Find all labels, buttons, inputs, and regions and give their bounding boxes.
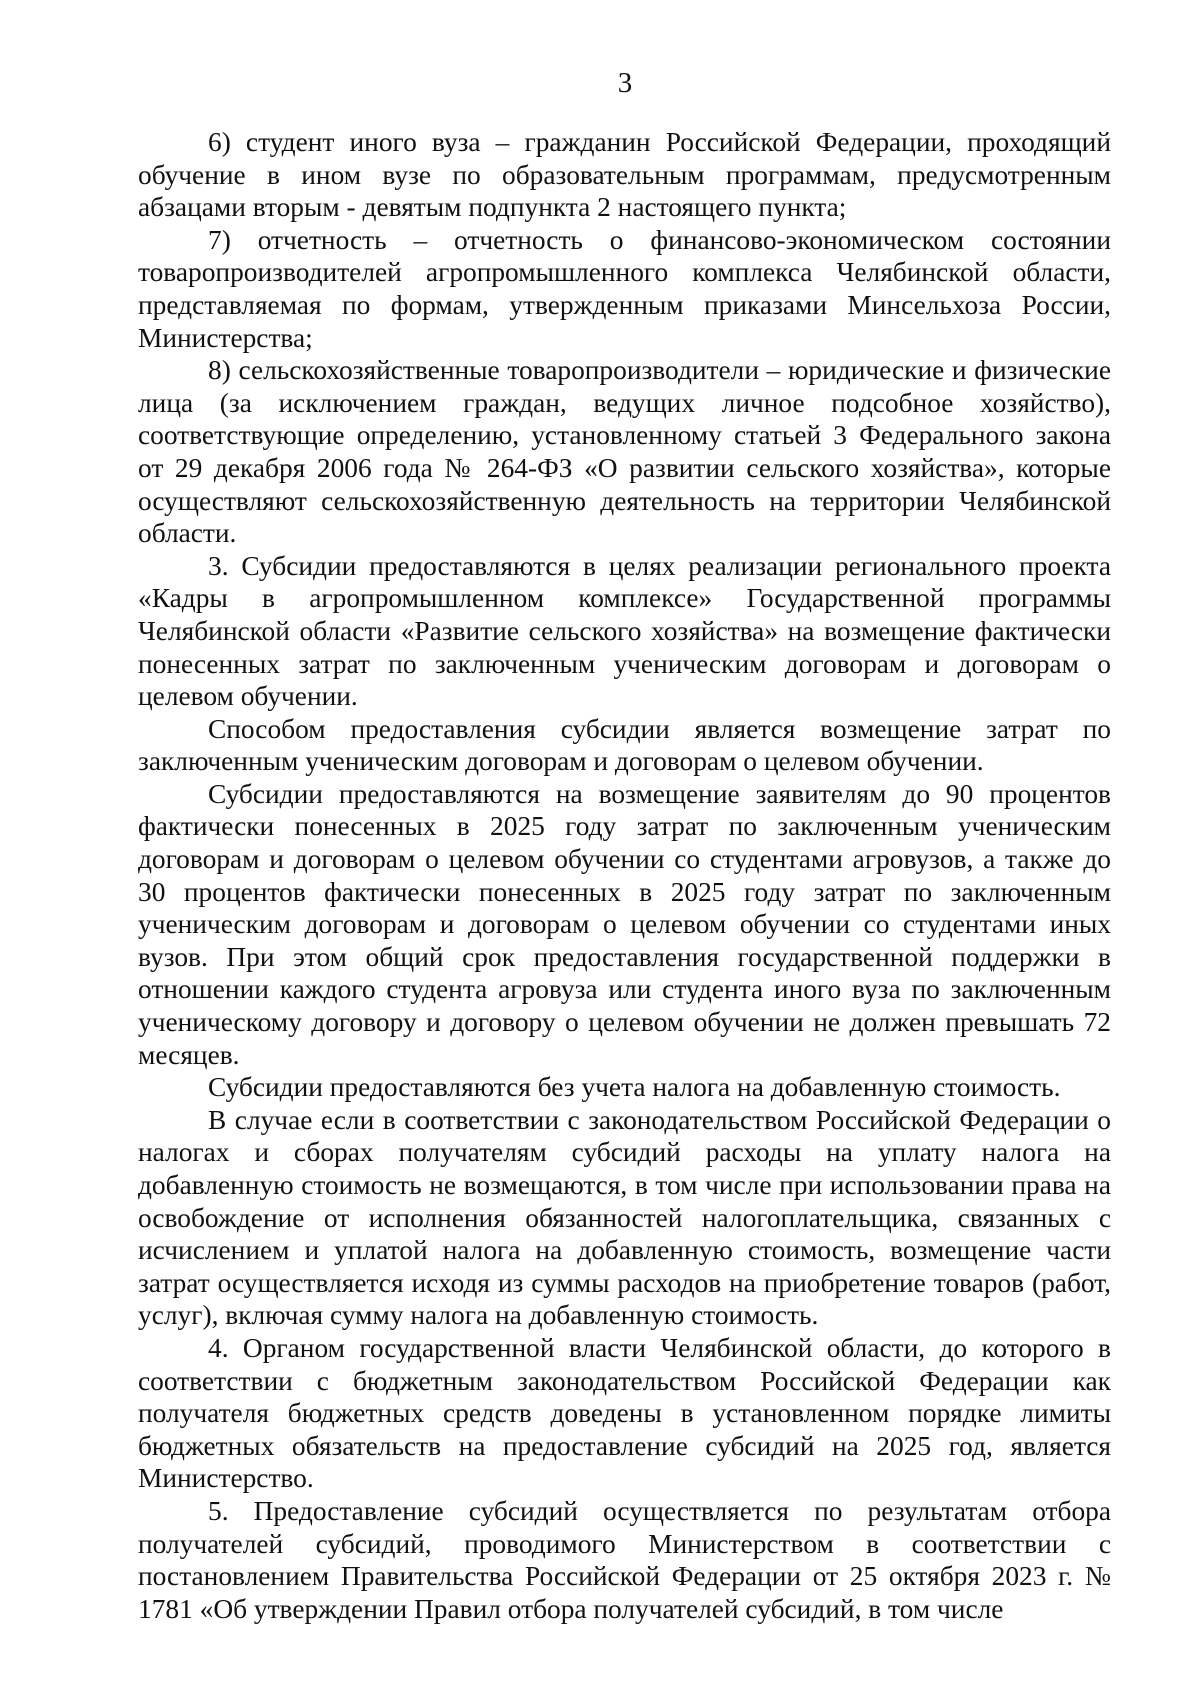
paragraph-item-8: 8) сельскохозяйственные товаропроизводители – юридические и физические лица (за исключением граждан, ведущих личное подсобное хозяйство), соответствующие определению, установленному статьей 3 Федерального закона от 29 декабря 2006 года № 264-ФЗ «О развитии сельского хозяйства», которые осуществляют сельскохозяйственную деятельность на территории Челябинской области.	[138, 355, 1111, 549]
paragraph-section-3: 3. Субсидии предоставляются в целях реализации регионального проекта «Кадры в агропромышленном комплексе» Государственной программы Челябинской области «Развитие сельского хозяйства» на возмещение фактически понесенных затрат по заключенным ученическим договорам и договорам о целевом обучении.	[138, 550, 1111, 712]
paragraph-percentages: Субсидии предоставляются на возмещение заявителям до 90 процентов фактически понесенных в 2025 году затрат по заключенным ученическим договорам и договорам о целевом обучении со студентами агровузов, а также до 30 процентов фактически понесенных в 2025 году затрат по заключенным ученическим договорам и договорам о целевом обучении со студентами иных вузов. При этом общий срок предоставления государственной поддержки в отношении каждого студента агровуза или студента иного вуза по заключенным ученическому договору и договору о целевом обучении не должен превышать 72 месяцев.	[138, 778, 1111, 1070]
paragraph-item-7: 7) отчетность – отчетность о финансово-экономическом состоянии товаропроизводителей агропромышленного комплекса Челябинской области, представляемая по формам, утвержденным приказами Минсельхоза России, Министерства;	[138, 224, 1111, 353]
paragraph-method: Способом предоставления субсидии является возмещение затрат по заключенным ученическим договорам и договорам о целевом обучении.	[138, 713, 1111, 777]
page-number: 3	[617, 67, 633, 99]
paragraph-vat-exclusion: Субсидии предоставляются без учета налога на добавленную стоимость.	[208, 1072, 1061, 1103]
paragraph-section-5: 5. Предоставление субсидий осуществляется по результатам отбора получателей субсидий, проводимого Министерством в соответствии с постановлением Правительства Российской Федерации от 25 октября 2023 г. № 1781 «Об утверждении Правил отбора получателей субсидий, в том числе	[138, 1495, 1111, 1624]
document-body	[138, 126, 1111, 1625]
paragraph-item-6: 6) студент иного вуза – гражданин Российской Федерации, проходящий обучение в ином вузе по образовательным программам, предусмотренным абзацами вторым - девятым подпункта 2 настоящего пункта;	[138, 127, 1111, 223]
paragraph-section-4: 4. Органом государственной власти Челябинской области, до которого в соответствии с бюджетным законодательством Российской Федерации как получателя бюджетных средств доведены в установленном порядке лимиты бюджетных обязательств на предоставление субсидий на 2025 год, является Министерство.	[138, 1332, 1111, 1494]
paragraph-vat-case: В случае если в соответствии с законодательством Российской Федерации о налогах и сборах получателям субсидий расходы на уплату налога на добавленную стоимость не возмещаются, в том числе при использовании права на освобождение от исполнения обязанностей налогоплательщика, связанных с исчислением и уплатой налога на добавленную стоимость, возмещение части затрат осуществляется исходя из суммы расходов на приобретение товаров (работ, услуг), включая сумму налога на добавленную стоимость.	[138, 1104, 1111, 1331]
